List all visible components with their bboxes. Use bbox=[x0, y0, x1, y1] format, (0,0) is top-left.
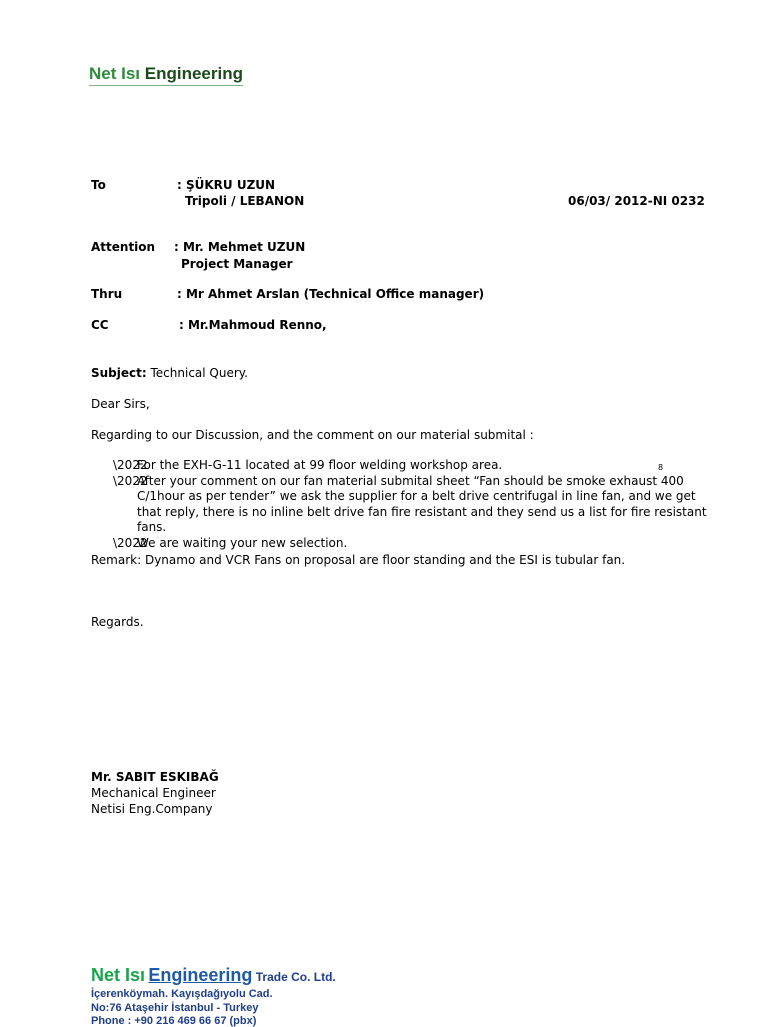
cc-label: CC bbox=[91, 318, 109, 332]
intro-paragraph: Regarding to our Discussion, and the comment on our material submital : bbox=[91, 428, 534, 442]
logo-net-text: Net Isı bbox=[89, 64, 141, 83]
attention-label: Attention bbox=[91, 240, 156, 254]
closing: Regards. bbox=[91, 615, 144, 629]
footer-address-line1: İçerenköymah. Kayışdağıyolu Cad. bbox=[91, 988, 273, 1000]
cc-value: : Mr.Mahmoud Renno, bbox=[179, 318, 327, 332]
footer-address-line2: No:76 Ataşehir İstanbul - Turkey bbox=[91, 1002, 259, 1014]
subject-label: Subject: bbox=[91, 366, 147, 380]
subject-value: Technical Query. bbox=[146, 366, 248, 380]
subject-line bbox=[91, 366, 248, 380]
signature-title: Mechanical Engineer bbox=[91, 786, 216, 800]
footer-logo-trade: Trade Co. Ltd. bbox=[252, 970, 336, 984]
list-item: • For the EXH-G-11 located at 99 floor welding workshop area. bbox=[113, 458, 723, 474]
attention-name: : Mr. Mehmet UZUN bbox=[174, 240, 306, 254]
to-location: Tripoli / LEBANON bbox=[185, 194, 305, 208]
list-item: • After your comment on our fan material submital sheet “Fan should be smoke exhaust 400 C/1hour as per tender” we ask the supplier for a belt drive centrifugal in line fan, and we get that reply, there is no inline belt drive fan fire resistant and they send us a list for fire resistant fans. bbox=[113, 474, 723, 536]
reference-number: 06/03/ 2012-NI 0232 bbox=[568, 194, 705, 208]
thru-value: : Mr Ahmet Arslan (Technical Office manager) bbox=[177, 287, 485, 301]
footer-logo-engineering: Engineering bbox=[148, 965, 253, 985]
signature-company: Netisi Eng.Company bbox=[91, 802, 213, 816]
list-item: • We are waiting your new selection. bbox=[113, 536, 723, 552]
to-name: : ŞÜKRU UZUN bbox=[177, 178, 276, 192]
footer-logo bbox=[91, 965, 336, 986]
company-logo bbox=[89, 64, 243, 86]
logo-engineering-text: Engineering bbox=[144, 64, 243, 83]
remark-paragraph: Remark: Dynamo and VCR Fans on proposal are floor standing and the ESI is tubular fan. bbox=[91, 553, 626, 567]
thru-label: Thru bbox=[91, 287, 123, 301]
greeting: Dear Sirs, bbox=[91, 397, 150, 411]
signature-name: Mr. SABIT ESKIBAĞ bbox=[91, 770, 219, 784]
footer-phone: Phone : +90 216 469 66 67 (pbx) bbox=[91, 1015, 257, 1027]
attention-title: Project Manager bbox=[181, 257, 293, 271]
to-label: To bbox=[91, 178, 106, 192]
degree-mark: 8 bbox=[658, 463, 664, 472]
bullet-list bbox=[113, 458, 723, 551]
footer-logo-net: Net Isı bbox=[91, 965, 146, 985]
